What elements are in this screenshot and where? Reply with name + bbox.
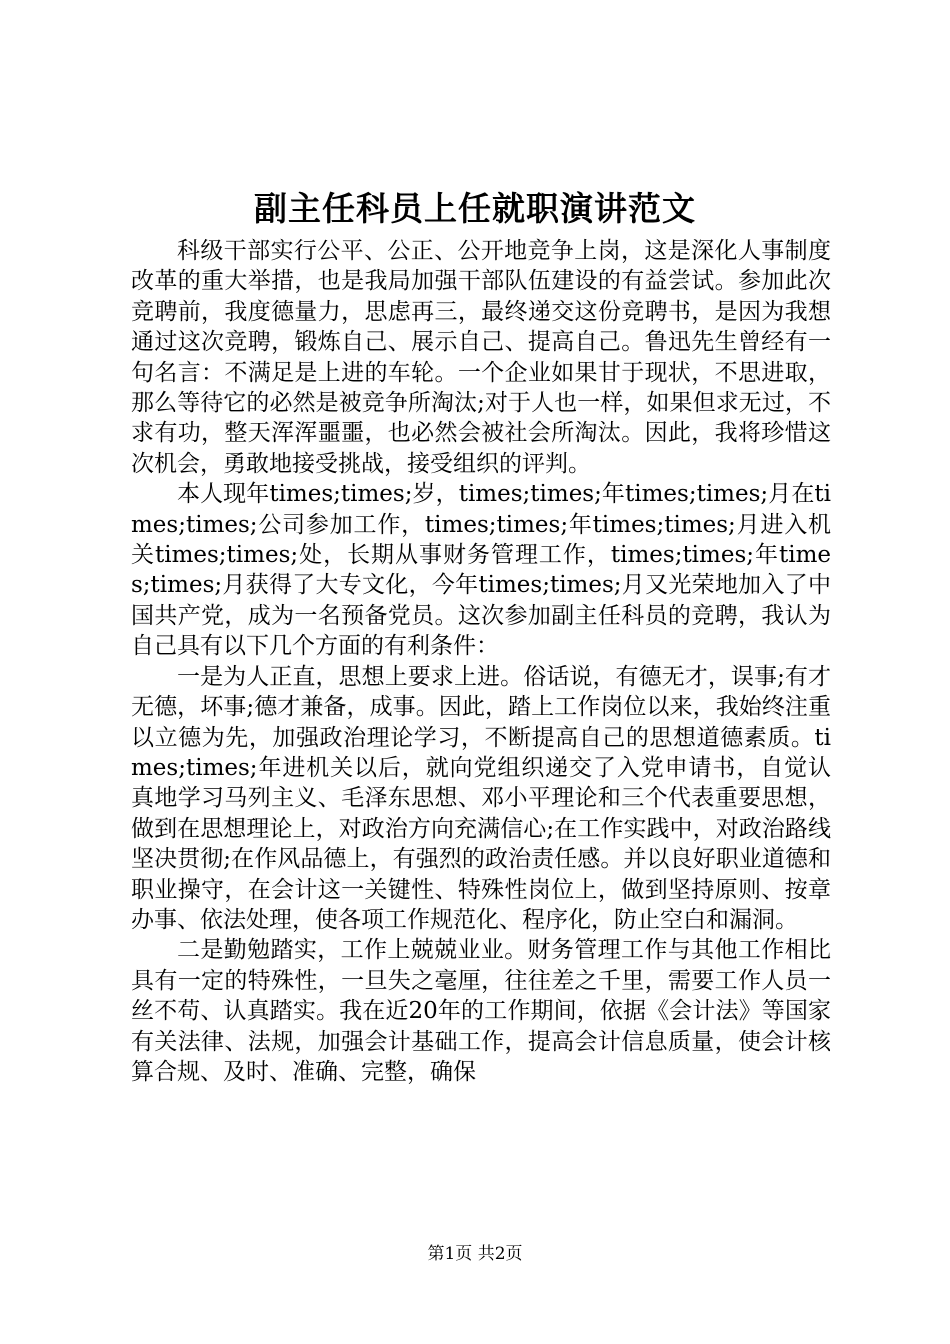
paragraph-3: 一是为人正直，思想上要求上进。俗话说，有德无才，误事;有才无德，坏事;德才兼备，成事。因此，踏上工作岗位以来，我始终注重以立德为先，加强政治理论学习，不断提高自己的思想道德素质。times;times;年进机关以后，就向党组织递交了入党申请书，自觉认真地学习马列主义、毛泽东思想、邓小平理论和三个代表重要思想，做到在思想理论上，对政治方向充满信心;在工作实践中，对政治路线坚决贯彻;在作风品德上，有强烈的政治责任感。并以良好职业道德和职业操守，在会计这一关键性、特殊性岗位上，做到坚持原则、按章办事、依法处理，使各项工作规范化、程序化，防止空白和漏洞。 <box>131 663 831 933</box>
document-body <box>131 236 831 1087</box>
paragraph-1: 科级干部实行公平、公正、公开地竞争上岗，这是深化人事制度改革的重大举措，也是我局加强干部队伍建设的有益尝试。参加此次竞聘前，我度德量力，思虑再三，最终递交这份竞聘书，是因为我想通过这次竞聘，锻炼自己、展示自己、提高自己。鲁迅先生曾经有一句名言：不满足是上进的车轮。一个企业如果甘于现状，不思进取，那么等待它的必然是被竞争所淘汰;对于人也一样，如果但求无过，不求有功，整天浑浑噩噩，也必然会被社会所淘汰。因此，我将珍惜这次机会，勇敢地接受挑战，接受组织的评判。 <box>131 238 831 477</box>
paragraph-2: 本人现年times;times;岁，times;times;年times;times;月在times;times;公司参加工作，times;times;年times;times;月进入机关times;times;处，长期从事财务管理工作，times;times;年times;times;月获得了大专文化，今年times;times;月又光荣地加入了中国共产党，成为一名预备党员。这次参加副主任科员的竞聘，我认为自己具有以下几个方面的有利条件： <box>131 481 831 660</box>
page-footer: 第1页 共2页 <box>427 1244 523 1264</box>
paragraph-4: 二是勤勉踏实，工作上兢兢业业。财务管理工作与其他工作相比具有一定的特殊性，一旦失之毫厘，往往差之千里，需要工作人员一丝不苟、认真踏实。我在近20年的工作期间，依据《会计法》等国家有关法律、法规，加强会计基础工作，提高会计信息质量，使会计核算合规、及时、准确、完整，确保 <box>131 937 831 1085</box>
document-title: 副主任科员上任就职演讲范文 <box>254 189 696 228</box>
